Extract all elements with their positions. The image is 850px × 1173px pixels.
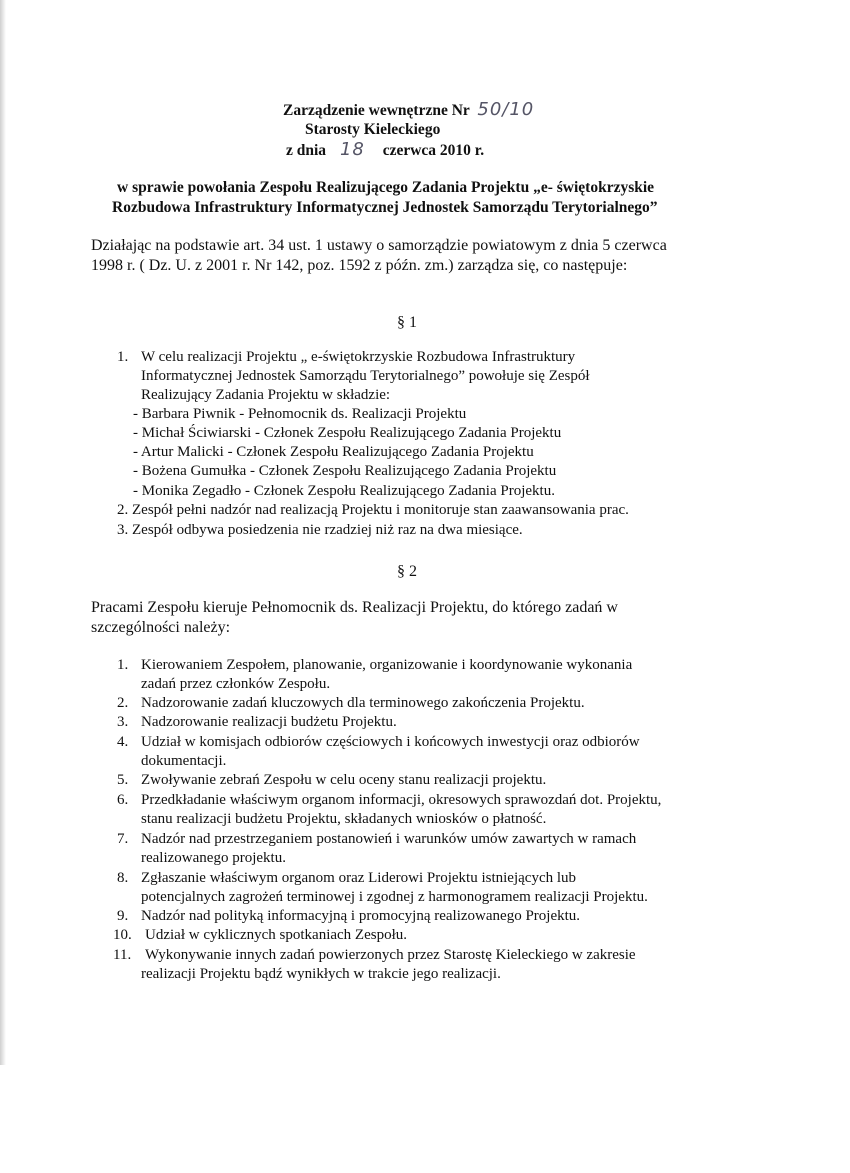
task-line-2: dokumentacji. [141,753,227,769]
task-number: 4. [117,734,129,750]
preamble-line-2: 1998 r. ( Dz. U. z 2001 r. Nr 142, poz. 1592 z późn. zm.) zarządza się, co następuje: [91,257,628,274]
section-2-heading: § 2 [397,563,417,580]
task-number: 2. [117,695,129,711]
task-line-1: Nadzór nad polityką informacyjną i promocyjną realizowanego Projektu. [141,908,581,924]
task-line-2: realizacji Projektu bądź wynikłych w trakcie jego realizacji. [141,966,501,982]
order-number-handwritten: 50/10 [477,99,535,120]
task-line-1: Nadzorowanie zadań kluczowych dla terminowego zakończenia Projektu. [141,695,585,711]
s1-item2: 2. Zespół pełni nadzór nad realizacją Projektu i monitoruje stan zaawansowania prac. [117,502,629,518]
section-1-heading: § 1 [397,314,417,331]
s2-intro-line-2: szczególności należy: [91,619,231,636]
task-line-1: Przedkładanie właściwym organom informacji, okresowych sprawozdań dot. Projektu, [141,792,662,808]
s1-item1-line-1: W celu realizacji Projektu „ e-świętokrzyskie Rozbudowa Infrastruktury [141,349,576,365]
task-line-1: Zgłaszanie właściwym organom oraz Liderowi Projektu istniejących lub [141,870,577,886]
task-number: 6. [117,792,129,808]
task-number: 3. [117,714,129,730]
task-line-1: Zwoływanie zebrań Zespołu w celu oceny stanu realizacji projektu. [141,772,547,788]
order-day-handwritten: 18 [339,139,365,160]
task-line-1: Nadzór nad przestrzeganiem postanowień i warunków umów zawartych w ramach [141,831,637,847]
task-line-1: Nadzorowanie realizacji budżetu Projektu. [141,714,397,730]
order-date [286,140,484,160]
task-line-1: Udział w cyklicznych spotkaniach Zespołu. [145,927,408,943]
task-line-2: zadań przez członków Zespołu. [141,676,331,692]
member-line: - Bożena Gumułka - Członek Zespołu Realizującego Zadania Projektu [133,463,557,479]
task-number: 11. [113,947,132,963]
task-line-2: potencjalnych zagrożeń terminowej i zgodnej z harmonogramem realizacji Projektu. [141,889,648,905]
s2-intro-line-1: Pracami Zespołu kieruje Pełnomocnik ds. Realizacji Projektu, do którego zadań w [91,599,618,616]
task-number: 9. [117,908,129,924]
member-line: - Barbara Piwnik - Pełnomocnik ds. Realizacji Projektu [133,406,467,422]
scan-edge-shadow [0,0,6,1065]
s1-item1-line-2: Informatycznej Jednostek Samorządu Terytorialnego” powołuje się Zespół [141,368,590,384]
s1-item1-number: 1. [117,349,129,365]
preamble-line-1: Działając na podstawie art. 34 ust. 1 ustawy o samorządzie powiatowym z dnia 5 czerwca [91,237,667,254]
task-line-1: Wykonywanie innych zadań powierzonych przez Starostę Kieleckiego w zakresie [145,947,636,963]
order-title [283,100,534,120]
s1-item1-line-3: Realizujący Zadania Projektu w składzie: [141,387,391,403]
subject-line-1: w sprawie powołania Zespołu Realizującego Zadania Projektu „e- świętokrzyskie [117,179,655,196]
subject-line-2: Rozbudowa Infrastruktury Informatycznej Jednostek Samorządu Terytorialnego” [112,199,658,216]
order-title-prefix: Zarządzenie wewnętrzne Nr [283,102,470,119]
task-line-1: Kierowaniem Zespołem, planowanie, organizowanie i koordynowanie wykonania [141,657,633,673]
task-number: 5. [117,772,129,788]
task-number: 7. [117,831,129,847]
task-number: 8. [117,870,129,886]
member-line: - Monika Zegadło - Członek Zespołu Realizującego Zadania Projektu. [133,483,555,499]
order-date-rest: czerwca 2010 r. [382,142,485,159]
task-number: 1. [117,657,129,673]
task-line-2: stanu realizacji budżetu Projektu, składanych wniosków o płatność. [141,811,547,827]
s1-item3: 3. Zespół odbywa posiedzenia nie rzadziej niż raz na dwa miesiące. [117,522,523,538]
member-line: - Michał Ściwiarski - Członek Zespołu Realizującego Zadania Projektu [133,425,562,441]
task-number: 10. [113,927,132,943]
member-line: - Artur Malicki - Członek Zespołu Realizującego Zadania Projektu [133,444,534,460]
task-line-2: realizowanego projektu. [141,850,286,866]
order-issuer: Starosty Kieleckiego [305,121,441,138]
order-date-prefix: z dnia [286,142,327,159]
task-line-1: Udział w komisjach odbiorów częściowych i końcowych inwestycji oraz odbiorów [141,734,640,750]
